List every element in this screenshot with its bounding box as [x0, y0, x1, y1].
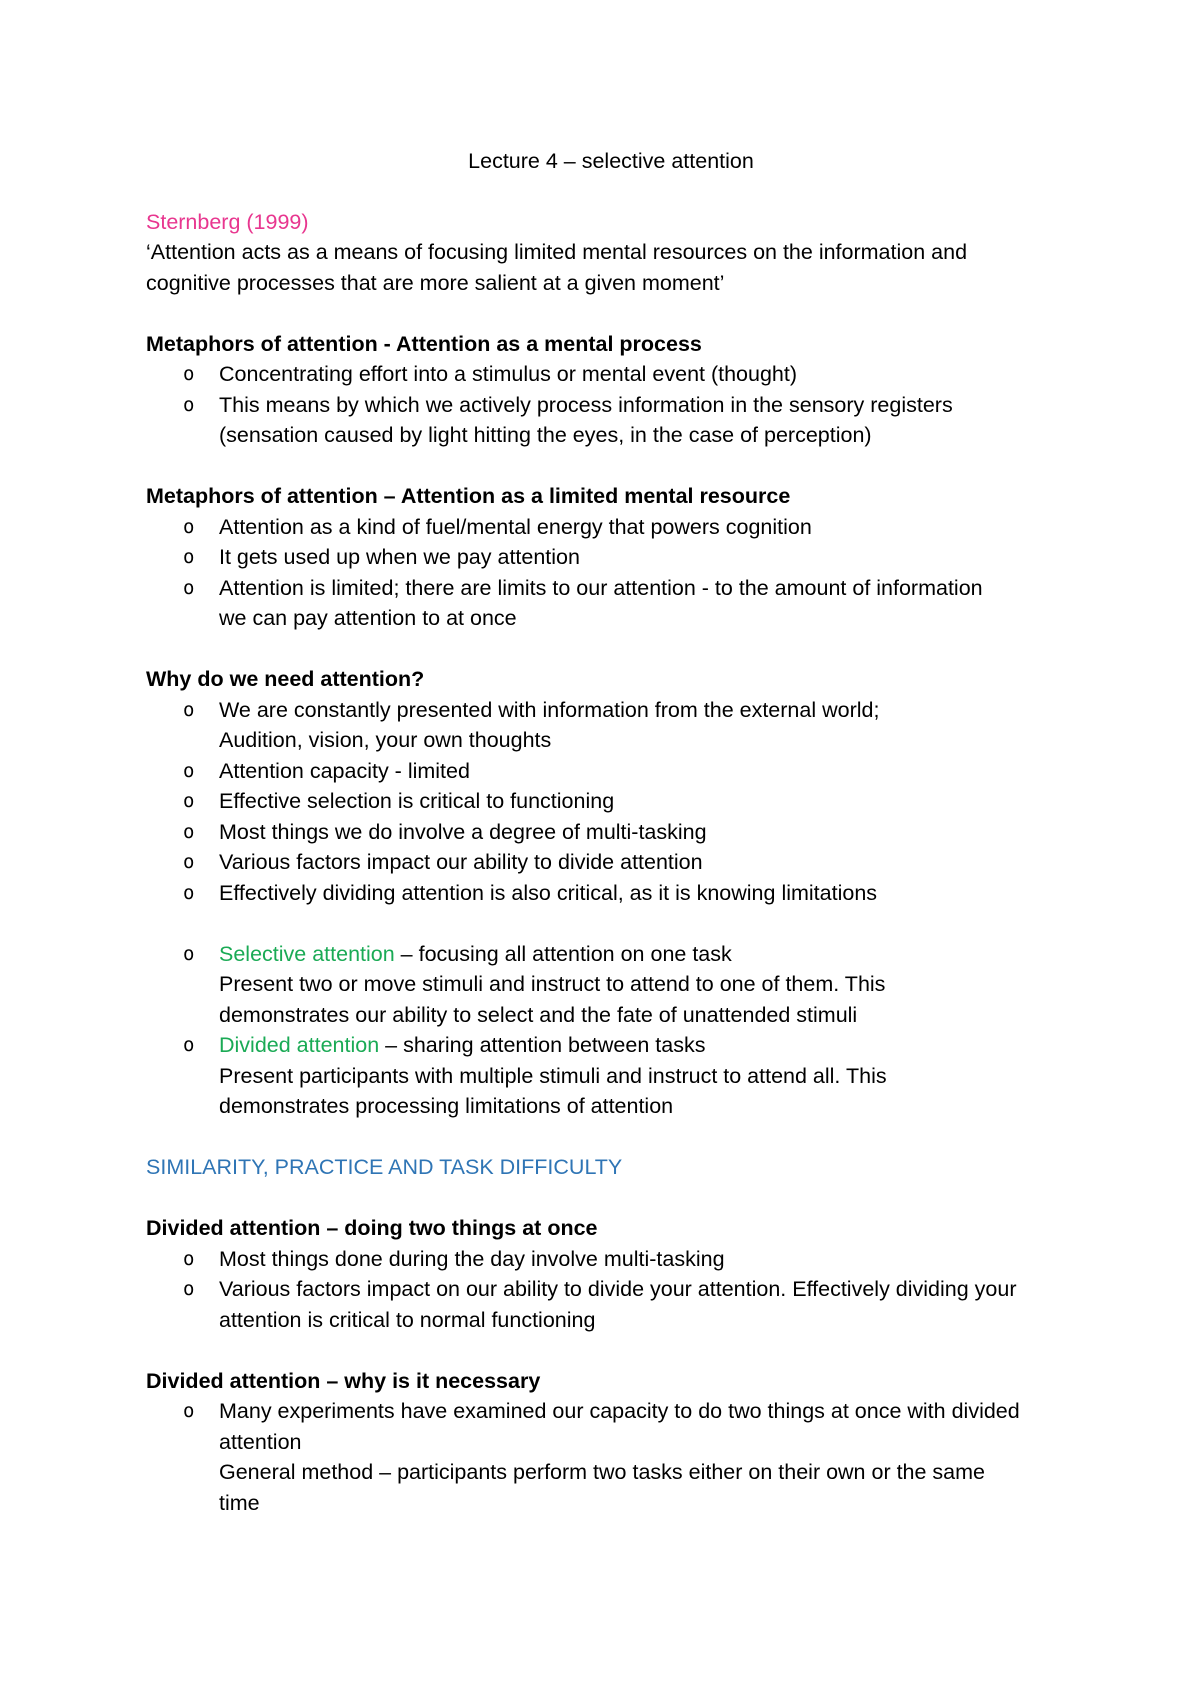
list-item-text: Present participants with multiple stimuli and instruct to attend all. This [219, 1063, 887, 1088]
section-heading-why-necessary: Divided attention – why is it necessary [146, 1368, 541, 1393]
spacer [146, 908, 1076, 939]
bullet-list-why-attention [146, 695, 1076, 909]
list-item-text: We are constantly presented with information from the external world; [219, 697, 880, 722]
list-item [146, 786, 1076, 817]
list-item-text: This means by which we actively process information in the sensory registers [219, 392, 953, 417]
bullet-icon: o [183, 515, 195, 538]
bullet-list-attention-types [146, 939, 1076, 1122]
section-heading-why-attention: Why do we need attention? [146, 667, 425, 691]
term-divided-attention: Divided attention [219, 1033, 380, 1057]
list-item-text: It gets used up when we pay attention [219, 545, 580, 569]
bullet-icon: o [183, 759, 195, 782]
bullet-icon: o [183, 790, 195, 812]
spacer [146, 1335, 1076, 1366]
bullet-list-limited-resource [146, 512, 1076, 634]
bullet-icon: o [183, 881, 195, 904]
list-item-text: Attention is limited; there are limits to our attention - to the amount of information [219, 575, 983, 600]
list-item-text: Audition, vision, your own thoughts [219, 728, 552, 752]
term-selective-attention: Selective attention [219, 941, 395, 966]
list-item-text: Various factors impact our ability to divide attention [219, 850, 703, 874]
section-heading-two-things: Divided attention – doing two things at once [146, 1216, 598, 1240]
list-item [146, 542, 1076, 573]
bullet-icon: o [183, 546, 195, 568]
term-definition: – sharing attention between tasks [379, 1033, 706, 1057]
sternberg-heading: Sternberg (1999) [146, 209, 309, 234]
spacer [146, 1183, 1076, 1214]
spacer [146, 1122, 1076, 1153]
list-item [146, 573, 1076, 634]
bullet-list-mental-process [146, 359, 1076, 451]
list-item [146, 695, 1076, 756]
sternberg-quote-line2: cognitive processes that are more salient at a given moment’ [146, 270, 725, 295]
list-item-text: Concentrating effort into a stimulus or mental event (thought) [219, 362, 798, 386]
list-item-text: (sensation caused by light hitting the eyes, in the case of perception) [219, 423, 872, 447]
list-item-text: attention [219, 1429, 302, 1454]
list-item-text: Effective selection is critical to functioning [219, 789, 615, 813]
spacer [146, 192, 1076, 207]
list-item-text [219, 939, 1076, 970]
list-item [146, 512, 1076, 543]
list-item [146, 1274, 1076, 1335]
bullet-icon: o [183, 363, 195, 385]
list-item-text: General method – participants perform two tasks either on their own or the same [219, 1460, 986, 1484]
section-caps-heading: SIMILARITY, PRACTICE AND TASK DIFFICULTY [146, 1155, 623, 1179]
list-item-text: Attention capacity - limited [219, 758, 470, 783]
list-item [146, 359, 1076, 390]
list-item-divided-attention [146, 1030, 1076, 1122]
list-item [146, 1244, 1076, 1275]
document-content [146, 146, 1076, 1518]
bullet-icon: o [183, 942, 195, 965]
bullet-icon: o [183, 820, 195, 843]
list-item [146, 878, 1076, 909]
list-item [146, 756, 1076, 787]
list-item-text: Attention as a kind of fuel/mental energy that powers cognition [219, 514, 812, 539]
list-item [146, 847, 1076, 878]
bullet-icon: o [183, 1034, 195, 1056]
term-definition: – focusing all attention on one task [394, 941, 732, 966]
section-heading-limited-resource: Metaphors of attention – Attention as a limited mental resource [146, 484, 791, 508]
list-item-text: we can pay attention to at once [219, 606, 517, 630]
spacer [146, 634, 1076, 665]
list-item [146, 817, 1076, 848]
bullet-icon: o [183, 1278, 195, 1300]
list-item-text: attention is critical to normal functioning [219, 1307, 596, 1332]
list-item-text: demonstrates processing limitations of attention [219, 1094, 674, 1118]
list-item-text: Various factors impact on our ability to divide your attention. Effectively dividing your [219, 1277, 1017, 1301]
list-item-selective-attention [146, 939, 1076, 1031]
list-item-text: Most things we do involve a degree of multi-tasking [219, 819, 707, 844]
section-heading-mental-process: Metaphors of attention - Attention as a mental process [146, 331, 702, 356]
sternberg-quote-line1: ‘Attention acts as a means of focusing limited mental resources on the information and [146, 240, 968, 264]
bullet-list-two-things [146, 1244, 1076, 1336]
list-item-text: time [219, 1490, 260, 1515]
list-item [146, 390, 1076, 451]
spacer [146, 298, 1076, 329]
spacer [146, 451, 1076, 482]
list-item-text: Many experiments have examined our capacity to do two things at once with divided [219, 1399, 1020, 1423]
bullet-icon: o [183, 851, 195, 873]
bullet-list-why-necessary [146, 1396, 1076, 1518]
page-title: Lecture 4 – selective attention [468, 149, 754, 173]
bullet-icon: o [183, 1247, 195, 1270]
list-item-text: demonstrates our ability to select and the fate of unattended stimuli [219, 1002, 858, 1027]
bullet-icon: o [183, 1400, 195, 1422]
list-item-text: Effectively dividing attention is also critical, as it is knowing limitations [219, 880, 878, 905]
list-item-text: Present two or move stimuli and instruct to attend to one of them. This [219, 972, 886, 996]
list-item-text [219, 1030, 1076, 1061]
list-item [146, 1396, 1076, 1518]
bullet-icon: o [183, 576, 195, 599]
bullet-icon: o [183, 698, 195, 721]
bullet-icon: o [183, 393, 195, 416]
list-item-text: Most things done during the day involve multi-tasking [219, 1246, 725, 1271]
